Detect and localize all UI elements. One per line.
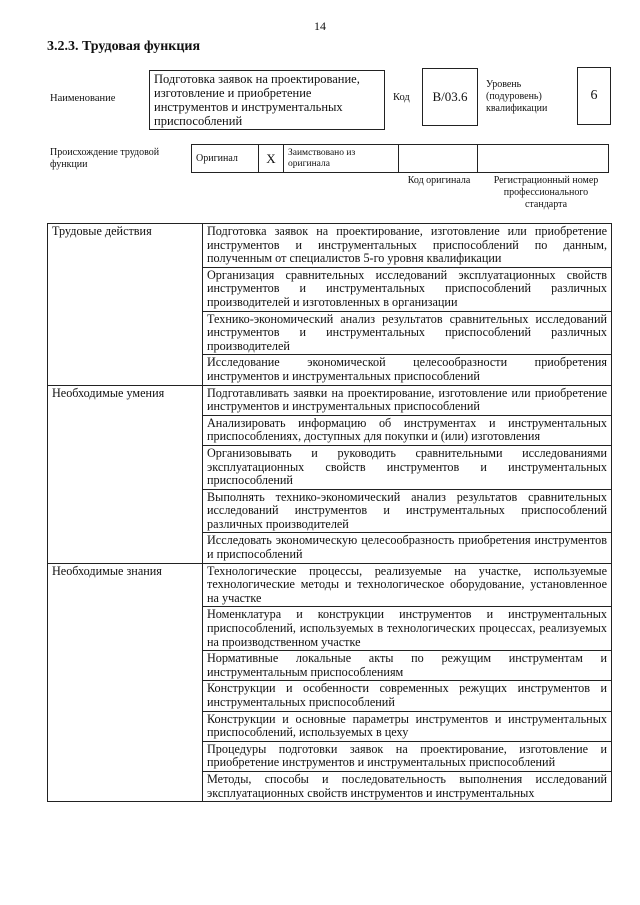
code-label: Код	[393, 92, 410, 103]
section-title: 3.2.3. Трудовая функция	[47, 39, 201, 54]
function-name-box: Подготовка заявок на проектирование, изготовление и приобретение инструментов и инструментальных приспособлений	[149, 70, 385, 130]
requirements-table	[47, 223, 612, 802]
reg-number-cell	[478, 145, 609, 173]
requirement-item: Технологические процессы, реализуемые на участке, используемые технологические методы и технологическое оборудование, установленное на участке	[203, 563, 612, 607]
requirement-item: Номенклатура и конструкции инструментов и инструментальных приспособлений, используемых в технологических процессах, реализуемых на производственном участке	[203, 607, 612, 651]
code-original-caption: Код оригинала	[407, 175, 471, 186]
section-label: Трудовые действия	[48, 224, 203, 386]
table-row	[48, 563, 612, 607]
requirement-item: Анализировать информацию об инструментах и инструментальных приспособлениях, доступных для покупки и (или) изготовления	[203, 415, 612, 445]
name-label: Наименование	[50, 93, 116, 104]
requirement-item: Подготавливать заявки на проектирование, изготовление или приобретение инструментов и инструментальных приспособлений	[203, 385, 612, 415]
requirement-item: Технико-экономический анализ результатов сравнительных исследований инструментов и инструментальных приспособлений различных производителей	[203, 311, 612, 355]
reg-number-caption: Регистрационный номер профессионального стандарта	[493, 175, 599, 210]
section-label: Необходимые умения	[48, 385, 203, 563]
code-value-box: B/03.6	[422, 68, 478, 126]
requirement-item: Подготовка заявок на проектирование, изготовление или приобретение инструментов и инструментальных приспособлений по данным, полученным от специалистов 5-го уровня квалификации	[203, 224, 612, 268]
requirement-item: Процедуры подготовки заявок на проектирование, изготовление и приобретение инструментов и инструментальных приспособлений	[203, 741, 612, 771]
requirement-item: Исследовать экономическую целесообразность приобретения инструментов и приспособлений	[203, 533, 612, 563]
requirement-item: Методы, способы и последовательность выполнения исследований эксплуатационных свойств инструментов и инструментальных	[203, 771, 612, 801]
requirement-item: Выполнять технико-экономический анализ результатов сравнительных исследований инструментов и инструментальных приспособлений различных производителей	[203, 489, 612, 533]
table-row	[48, 224, 612, 268]
requirement-item: Организация сравнительных исследований эксплуатационных свойств инструментов и инструментальных приспособлений различных производителей и изготовленных в организации	[203, 267, 612, 311]
requirement-item: Конструкции и особенности современных режущих инструментов и инструментальных приспособлений	[203, 681, 612, 711]
code-original-cell	[399, 145, 478, 173]
section-label: Необходимые знания	[48, 563, 203, 802]
borrowed-label: Заимствовано из оригинала	[284, 145, 399, 173]
requirement-item: Организовывать и руководить сравнительными исследованиями эксплуатационных свойств инструментов и инструментальных приспособлений	[203, 445, 612, 489]
page-number: 14	[314, 19, 326, 33]
table-row	[48, 385, 612, 415]
origin-label: Происхождение трудовой функции	[50, 147, 160, 170]
qualification-level-box: 6	[577, 67, 611, 125]
original-label: Оригинал	[192, 145, 259, 173]
original-mark: X	[259, 145, 284, 173]
origin-table	[191, 144, 609, 173]
requirement-item: Исследование экономической целесообразности приобретения инструментов и инструментальных приспособлений	[203, 355, 612, 385]
qualification-level-label: Уровень (подуровень) квалификации	[486, 79, 548, 114]
requirement-item: Конструкции и основные параметры инструментов и инструментальных приспособлений, используемых в цеху	[203, 711, 612, 741]
requirement-item: Нормативные локальные акты по режущим инструментам и инструментальным приспособлениям	[203, 651, 612, 681]
